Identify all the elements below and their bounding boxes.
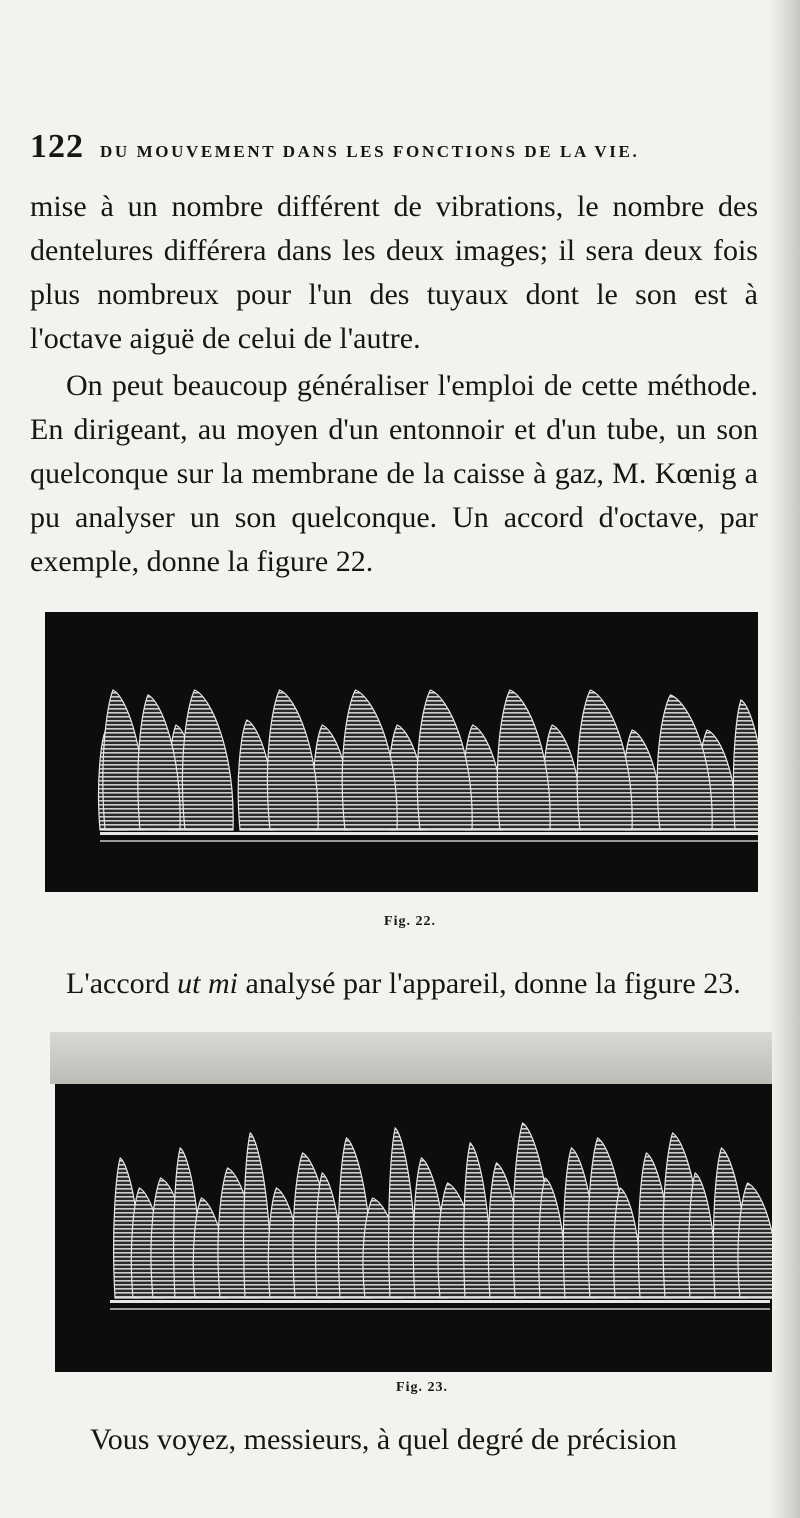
figure-23-top-band xyxy=(50,1032,772,1084)
fig22-flame-17 xyxy=(577,690,632,830)
figure-23-flame-image xyxy=(55,1084,772,1372)
italic-chord-name: ut mi xyxy=(177,967,239,1000)
fig23-flame-16 xyxy=(464,1143,491,1298)
fig22-baseline-shadow xyxy=(100,840,758,842)
figure-23-caption: Fig. 23. xyxy=(396,1380,448,1395)
running-title: DU MOUVEMENT DANS LES FONCTIONS DE LA VIE. xyxy=(100,142,640,161)
fig23-flame-22 xyxy=(614,1188,641,1298)
page-header xyxy=(30,128,750,166)
paragraph-4: Vous voyez, messieurs, à quel degré de précision xyxy=(90,1423,677,1456)
paragraph-1: mise à un nombre différent de vibrations, le nombre des dentelures différera dans les deux images; il sera deux fois plus nombreux pour l'un des tuyaux dont le son est à l'octave aiguë de celui de l'autre. xyxy=(30,190,758,355)
fig23-flame-27 xyxy=(738,1183,772,1298)
page-number: 122 xyxy=(30,128,84,165)
figure-22-flame-image xyxy=(45,612,758,892)
fig22-flame-13 xyxy=(267,690,318,830)
fig22-baseline xyxy=(100,832,758,835)
fig23-flame-25 xyxy=(689,1173,716,1298)
fig22-flame-12 xyxy=(182,690,233,830)
fig23-flame-19 xyxy=(539,1178,566,1298)
fig23-flame-13 xyxy=(389,1128,416,1298)
fig22-flame-14 xyxy=(342,690,397,830)
fig22-flame-19 xyxy=(733,700,758,830)
paragraph-3: L'accord ut mi analysé par l'appareil, donne la figure 23. xyxy=(66,967,741,1000)
fig22-flame-18 xyxy=(657,695,712,830)
figure-22-caption: Fig. 22. xyxy=(384,914,436,929)
paragraph-2: On peut beaucoup généraliser l'emploi de cette méthode. En dirigeant, au moyen d'un entonnoir et d'un tube, un son quelconque sur la membrane de la caisse à gaz, M. Kœnig a pu analyser un son quelconque. Un accord d'octave, par exemple, donne la figure 22. xyxy=(30,369,758,578)
fig22-flame-15 xyxy=(417,690,472,830)
fig23-baseline-shadow xyxy=(110,1308,770,1310)
fig23-flame-7 xyxy=(244,1133,271,1298)
fig22-flame-11 xyxy=(138,695,180,830)
fig22-flame-16 xyxy=(497,690,550,830)
page-edge-shadow xyxy=(770,0,800,1518)
fig23-baseline xyxy=(110,1300,770,1303)
